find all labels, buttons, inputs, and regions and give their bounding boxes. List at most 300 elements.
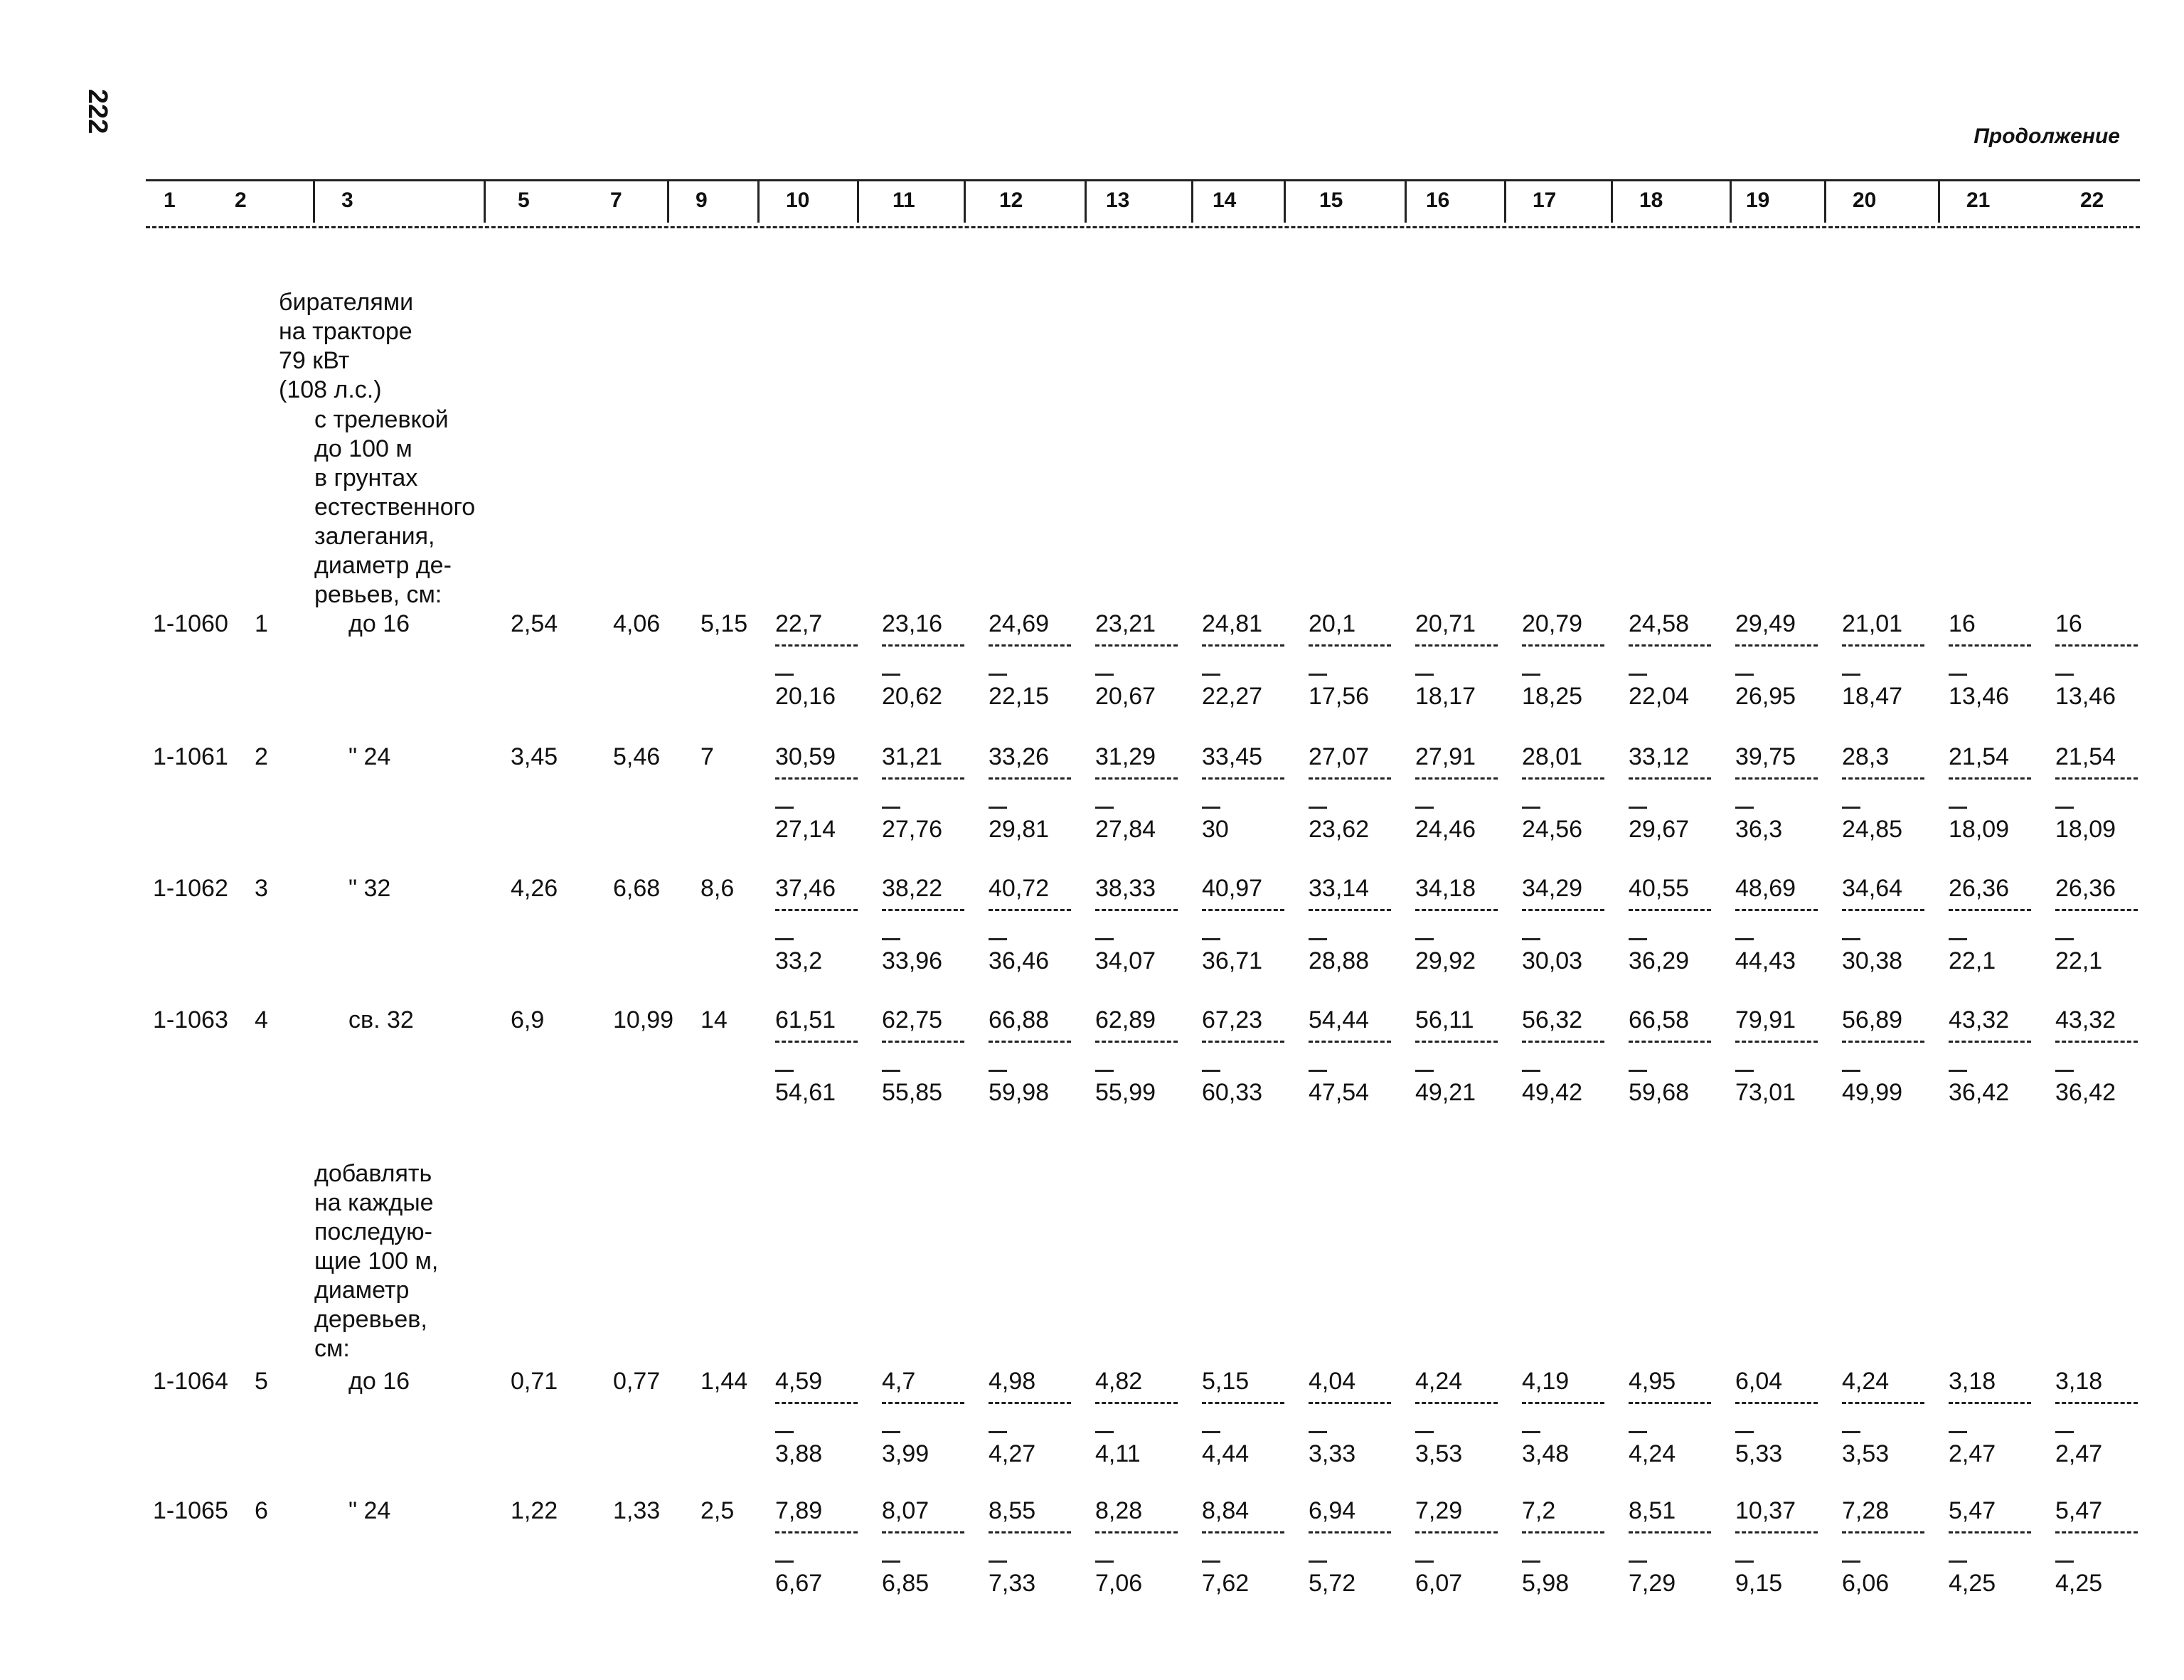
- fraction-numerator: 40,55: [1629, 875, 1690, 902]
- fraction-denominator: 18,17: [1415, 683, 1476, 710]
- fraction-denominator: 24,56: [1522, 816, 1583, 843]
- fraction-cell: [989, 875, 1082, 975]
- fraction-numerator: 4,24: [1415, 1368, 1463, 1395]
- fraction-dash: [1949, 674, 1967, 676]
- fraction-denominator: 4,11: [1095, 1440, 1141, 1467]
- fraction-bar: [775, 777, 858, 780]
- fraction-numerator: 8,84: [1202, 1497, 1250, 1524]
- fraction-numerator: 23,21: [1095, 610, 1156, 637]
- fraction-cell: [1842, 875, 1936, 975]
- fraction-numerator: 21,54: [2055, 743, 2116, 770]
- col7-value: 6,68: [613, 875, 661, 902]
- fraction-bar: [1629, 1041, 1711, 1043]
- fraction-bar: [1202, 777, 1284, 780]
- fraction-numerator: 38,33: [1095, 875, 1156, 902]
- fraction-denominator: 33,2: [775, 947, 823, 974]
- fraction-dash: [1949, 1431, 1967, 1433]
- fraction-cell: [1949, 610, 2042, 711]
- fraction-cell: [989, 1497, 1082, 1597]
- fraction-numerator: 61,51: [775, 1006, 836, 1033]
- fraction-denominator: 4,24: [1629, 1440, 1676, 1467]
- fraction-cell: [1629, 1497, 1722, 1597]
- fraction-bar: [1415, 777, 1498, 780]
- fraction-bar: [2055, 777, 2138, 780]
- fraction-numerator: 10,37: [1735, 1497, 1796, 1524]
- fraction-numerator: 34,29: [1522, 875, 1583, 902]
- fraction-cell: [1309, 1006, 1402, 1107]
- header-col-17: 17: [1533, 188, 1557, 212]
- col9-value: 8,6: [701, 875, 735, 902]
- fraction-numerator: 28,01: [1522, 743, 1583, 770]
- header-col-12: 12: [999, 188, 1023, 212]
- fraction-dash: [1735, 1070, 1754, 1072]
- fraction-bar: [1522, 1402, 1604, 1404]
- fraction-dash: [1095, 1431, 1114, 1433]
- row-code: 1-1060: [153, 610, 228, 637]
- fraction-dash: [1202, 938, 1220, 940]
- fraction-denominator: 54,61: [775, 1079, 836, 1106]
- fraction-numerator: 48,69: [1735, 875, 1796, 902]
- page-number: 222: [82, 89, 112, 134]
- fraction-numerator: 4,98: [989, 1368, 1036, 1395]
- fraction-denominator: 4,27: [989, 1440, 1036, 1467]
- fraction-bar: [775, 1531, 858, 1533]
- fraction-denominator: 9,15: [1735, 1570, 1783, 1597]
- header-divider: [1611, 181, 1613, 223]
- fraction-cell: [1522, 1368, 1616, 1468]
- fraction-dash: [2055, 674, 2074, 676]
- fraction-numerator: 27,07: [1309, 743, 1370, 770]
- fraction-numerator: 3,18: [1949, 1368, 1996, 1395]
- fraction-numerator: 39,75: [1735, 743, 1796, 770]
- fraction-dash: [1735, 1431, 1754, 1433]
- col9-value: 1,44: [701, 1368, 748, 1395]
- fraction-bar: [989, 644, 1071, 647]
- fraction-cell: [1842, 743, 1936, 844]
- fraction-numerator: 8,07: [882, 1497, 929, 1524]
- fraction-numerator: 24,81: [1202, 610, 1263, 637]
- fraction-cell: [1095, 1368, 1189, 1468]
- fraction-cell: [1735, 610, 1829, 711]
- fraction-dash: [1842, 807, 1860, 809]
- fraction-cell: [1522, 743, 1616, 844]
- fraction-denominator: 22,1: [1949, 947, 1996, 974]
- row-number: 2: [255, 743, 268, 770]
- fraction-dash: [1629, 938, 1647, 940]
- fraction-dash: [1095, 1070, 1114, 1072]
- header-col-10: 10: [786, 188, 810, 212]
- fraction-denominator: 7,06: [1095, 1570, 1143, 1597]
- row-description: до 16: [348, 1368, 410, 1395]
- fraction-bar: [1949, 1402, 2031, 1404]
- fraction-bar: [1842, 777, 1924, 780]
- fraction-numerator: 4,24: [1842, 1368, 1890, 1395]
- fraction-dash: [775, 1561, 794, 1563]
- fraction-denominator: 36,29: [1629, 947, 1690, 974]
- fraction-bar: [1735, 644, 1818, 647]
- header-col-11: 11: [893, 188, 915, 212]
- fraction-denominator: 3,53: [1842, 1440, 1890, 1467]
- fraction-denominator: 18,47: [1842, 683, 1903, 710]
- fraction-dash: [1735, 807, 1754, 809]
- fraction-cell: [2055, 1006, 2149, 1107]
- fraction-cell: [1309, 1497, 1402, 1597]
- fraction-dash: [989, 1561, 1007, 1563]
- fraction-denominator: 3,33: [1309, 1440, 1356, 1467]
- fraction-numerator: 4,82: [1095, 1368, 1143, 1395]
- fraction-denominator: 18,25: [1522, 683, 1583, 710]
- fraction-denominator: 27,84: [1095, 816, 1156, 843]
- fraction-numerator: 54,44: [1309, 1006, 1370, 1033]
- fraction-denominator: 27,14: [775, 816, 836, 843]
- fraction-dash: [1949, 1070, 1967, 1072]
- fraction-bar: [1202, 1531, 1284, 1533]
- fraction-numerator: 5,47: [2055, 1497, 2103, 1524]
- col5-value: 0,71: [511, 1368, 558, 1395]
- fraction-numerator: 4,19: [1522, 1368, 1570, 1395]
- fraction-numerator: 24,58: [1629, 610, 1690, 637]
- fraction-cell: [1735, 875, 1829, 975]
- fraction-dash: [1415, 674, 1434, 676]
- fraction-denominator: 44,43: [1735, 947, 1796, 974]
- row-number: 5: [255, 1368, 268, 1395]
- col7-value: 4,06: [613, 610, 661, 637]
- fraction-cell: [1842, 1006, 1936, 1107]
- fraction-cell: [1095, 1497, 1189, 1597]
- fraction-bar: [1735, 909, 1818, 911]
- row-code: 1-1064: [153, 1368, 228, 1395]
- fraction-cell: [1415, 610, 1509, 711]
- header-col-7: 7: [610, 188, 622, 212]
- fraction-numerator: 4,7: [882, 1368, 916, 1395]
- fraction-bar: [882, 909, 964, 911]
- fraction-bar: [882, 644, 964, 647]
- fraction-numerator: 34,64: [1842, 875, 1903, 902]
- fraction-bar: [1415, 644, 1498, 647]
- fraction-bar: [1415, 1531, 1498, 1533]
- fraction-numerator: 7,89: [775, 1497, 823, 1524]
- fraction-denominator: 18,09: [2055, 816, 2116, 843]
- fraction-denominator: 73,01: [1735, 1079, 1796, 1106]
- header-divider: [1405, 181, 1407, 223]
- fraction-bar: [882, 1402, 964, 1404]
- header-col-14: 14: [1213, 188, 1237, 212]
- fraction-cell: [1949, 1497, 2042, 1597]
- fraction-dash: [1095, 1561, 1114, 1563]
- fraction-bar: [882, 1531, 964, 1533]
- fraction-denominator: 24,46: [1415, 816, 1476, 843]
- fraction-numerator: 29,49: [1735, 610, 1796, 637]
- fraction-cell: [775, 1006, 869, 1107]
- fraction-numerator: 62,89: [1095, 1006, 1156, 1033]
- fraction-dash: [1309, 1431, 1327, 1433]
- fraction-denominator: 36,42: [1949, 1079, 2010, 1106]
- fraction-bar: [1629, 1531, 1711, 1533]
- fraction-numerator: 4,95: [1629, 1368, 1676, 1395]
- fraction-denominator: 17,56: [1309, 683, 1370, 710]
- fraction-cell: [2055, 610, 2149, 711]
- fraction-numerator: 33,45: [1202, 743, 1263, 770]
- fraction-numerator: 33,14: [1309, 875, 1370, 902]
- fraction-bar: [1095, 1041, 1178, 1043]
- fraction-dash: [2055, 938, 2074, 940]
- fraction-denominator: 59,98: [989, 1079, 1050, 1106]
- fraction-bar: [1202, 644, 1284, 647]
- fraction-denominator: 13,46: [1949, 683, 2010, 710]
- fraction-bar: [1842, 1041, 1924, 1043]
- fraction-dash: [1842, 674, 1860, 676]
- col5-value: 1,22: [511, 1497, 558, 1524]
- header-divider: [313, 181, 315, 223]
- row-number: 3: [255, 875, 268, 902]
- header-col-2: 2: [235, 188, 247, 212]
- fraction-numerator: 28,3: [1842, 743, 1890, 770]
- fraction-cell: [989, 610, 1082, 711]
- header-col-13: 13: [1106, 188, 1130, 212]
- fraction-denominator: 2,47: [1949, 1440, 1996, 1467]
- fraction-cell: [1949, 1368, 2042, 1468]
- row-description: св. 32: [348, 1006, 414, 1033]
- fraction-numerator: 20,71: [1415, 610, 1476, 637]
- row-code: 1-1063: [153, 1006, 228, 1033]
- fraction-bar: [1949, 777, 2031, 780]
- fraction-dash: [1949, 1561, 1967, 1563]
- fraction-cell: [882, 743, 976, 844]
- header-col-15: 15: [1319, 188, 1343, 212]
- fraction-bar: [1842, 1531, 1924, 1533]
- fraction-cell: [1522, 1006, 1616, 1107]
- fraction-denominator: 30: [1202, 816, 1229, 843]
- fraction-cell: [1522, 875, 1616, 975]
- fraction-dash: [1415, 938, 1434, 940]
- fraction-bar: [1415, 909, 1498, 911]
- col9-value: 2,5: [701, 1497, 735, 1524]
- col7-value: 10,99: [613, 1006, 674, 1033]
- fraction-bar: [882, 777, 964, 780]
- fraction-denominator: 22,27: [1202, 683, 1263, 710]
- fraction-denominator: 6,67: [775, 1570, 823, 1597]
- fraction-cell: [1735, 1006, 1829, 1107]
- fraction-cell: [989, 1368, 1082, 1468]
- fraction-dash: [882, 1431, 900, 1433]
- fraction-denominator: 4,25: [1949, 1570, 1996, 1597]
- fraction-numerator: 38,22: [882, 875, 943, 902]
- col7-value: 0,77: [613, 1368, 661, 1395]
- row-description: до 16: [348, 610, 410, 637]
- fraction-cell: [1735, 1497, 1829, 1597]
- fraction-dash: [1202, 1561, 1220, 1563]
- fraction-bar: [1309, 909, 1391, 911]
- fraction-denominator: 22,04: [1629, 683, 1690, 710]
- fraction-dash: [1095, 674, 1114, 676]
- section2-heading: добавлять на каждые последую- щие 100 м, диаметр деревьев, см:: [314, 1160, 439, 1362]
- fraction-bar: [1522, 777, 1604, 780]
- fraction-denominator: 34,07: [1095, 947, 1156, 974]
- fraction-dash: [1629, 1070, 1647, 1072]
- fraction-denominator: 20,62: [882, 683, 943, 710]
- fraction-dash: [1842, 1431, 1860, 1433]
- fraction-denominator: 6,07: [1415, 1570, 1463, 1597]
- fraction-cell: [1309, 875, 1402, 975]
- col9-value: 7: [701, 743, 714, 770]
- fraction-numerator: 31,29: [1095, 743, 1156, 770]
- fraction-dash: [1202, 674, 1220, 676]
- row-number: 1: [255, 610, 268, 637]
- fraction-dash: [1735, 1561, 1754, 1563]
- fraction-bar: [1522, 1531, 1604, 1533]
- fraction-bar: [1629, 777, 1711, 780]
- fraction-cell: [2055, 1368, 2149, 1468]
- fraction-denominator: 55,85: [882, 1079, 943, 1106]
- fraction-denominator: 5,98: [1522, 1570, 1570, 1597]
- row-description: " 24: [348, 1497, 391, 1524]
- section1-heading: бирателями на тракторе 79 кВт (108 л.с.): [279, 289, 414, 403]
- fraction-dash: [1522, 807, 1540, 809]
- fraction-dash: [1415, 1431, 1434, 1433]
- fraction-numerator: 6,04: [1735, 1368, 1783, 1395]
- fraction-numerator: 16: [2055, 610, 2082, 637]
- fraction-dash: [2055, 1070, 2074, 1072]
- fraction-bar: [1095, 1531, 1178, 1533]
- fraction-numerator: 56,11: [1415, 1006, 1474, 1033]
- fraction-cell: [1629, 610, 1722, 711]
- header-divider: [1824, 181, 1826, 223]
- fraction-dash: [1309, 1561, 1327, 1563]
- fraction-numerator: 66,58: [1629, 1006, 1690, 1033]
- fraction-dash: [1309, 1070, 1327, 1072]
- header-divider: [484, 181, 486, 223]
- fraction-numerator: 3,18: [2055, 1368, 2103, 1395]
- fraction-numerator: 8,55: [989, 1497, 1036, 1524]
- fraction-numerator: 26,36: [1949, 875, 2010, 902]
- fraction-denominator: 3,48: [1522, 1440, 1570, 1467]
- fraction-bar: [1842, 644, 1924, 647]
- fraction-cell: [2055, 743, 2149, 844]
- header-col-21: 21: [1966, 188, 1991, 212]
- header-col-1: 1: [164, 188, 176, 212]
- fraction-cell: [1842, 1497, 1936, 1597]
- fraction-bar: [775, 1041, 858, 1043]
- fraction-bar: [1629, 1402, 1711, 1404]
- fraction-cell: [775, 610, 869, 711]
- fraction-dash: [1949, 938, 1967, 940]
- row-number: 6: [255, 1497, 268, 1524]
- fraction-denominator: 29,81: [989, 816, 1050, 843]
- fraction-dash: [1522, 674, 1540, 676]
- fraction-numerator: 34,18: [1415, 875, 1476, 902]
- fraction-bar: [2055, 909, 2138, 911]
- fraction-denominator: 4,44: [1202, 1440, 1250, 1467]
- fraction-dash: [989, 1070, 1007, 1072]
- fraction-bar: [1202, 909, 1284, 911]
- header-col-22: 22: [2080, 188, 2104, 212]
- fraction-cell: [775, 1368, 869, 1468]
- fraction-denominator: 36,42: [2055, 1079, 2116, 1106]
- fraction-dash: [882, 1070, 900, 1072]
- fraction-bar: [2055, 1531, 2138, 1533]
- fraction-numerator: 8,51: [1629, 1497, 1676, 1524]
- fraction-denominator: 3,99: [882, 1440, 929, 1467]
- fraction-dash: [775, 674, 794, 676]
- fraction-dash: [1842, 938, 1860, 940]
- header-col-19: 19: [1746, 188, 1770, 212]
- fraction-numerator: 23,16: [882, 610, 943, 637]
- fraction-numerator: 33,26: [989, 743, 1050, 770]
- fraction-cell: [1309, 743, 1402, 844]
- header-divider: [1284, 181, 1286, 223]
- fraction-cell: [1202, 743, 1296, 844]
- fraction-dash: [1735, 938, 1754, 940]
- col9-value: 14: [701, 1006, 728, 1033]
- fraction-dash: [1842, 1070, 1860, 1072]
- fraction-denominator: 27,76: [882, 816, 943, 843]
- fraction-bar: [2055, 644, 2138, 647]
- col7-value: 5,46: [613, 743, 661, 770]
- fraction-numerator: 21,54: [1949, 743, 2010, 770]
- fraction-numerator: 4,04: [1309, 1368, 1356, 1395]
- col5-value: 6,9: [511, 1006, 545, 1033]
- fraction-numerator: 27,91: [1415, 743, 1476, 770]
- fraction-cell: [882, 1006, 976, 1107]
- fraction-dash: [775, 1070, 794, 1072]
- fraction-bar: [1735, 1531, 1818, 1533]
- fraction-denominator: 49,21: [1415, 1079, 1476, 1106]
- fraction-numerator: 21,01: [1842, 610, 1903, 637]
- fraction-bar: [1949, 1531, 2031, 1533]
- fraction-bar: [1309, 1531, 1391, 1533]
- fraction-denominator: 7,62: [1202, 1570, 1250, 1597]
- fraction-numerator: 37,46: [775, 875, 836, 902]
- fraction-bar: [989, 1402, 1071, 1404]
- fraction-cell: [882, 610, 976, 711]
- fraction-numerator: 6,94: [1309, 1497, 1356, 1524]
- fraction-bar: [2055, 1041, 2138, 1043]
- fraction-denominator: 5,72: [1309, 1570, 1356, 1597]
- fraction-numerator: 40,97: [1202, 875, 1263, 902]
- fraction-denominator: 49,42: [1522, 1079, 1583, 1106]
- header-divider: [1730, 181, 1732, 223]
- fraction-dash: [1949, 807, 1967, 809]
- fraction-denominator: 36,46: [989, 947, 1050, 974]
- fraction-bar: [1415, 1041, 1498, 1043]
- fraction-dash: [1202, 1070, 1220, 1072]
- fraction-dash: [775, 1431, 794, 1433]
- fraction-denominator: 6,85: [882, 1570, 929, 1597]
- fraction-cell: [1842, 610, 1936, 711]
- fraction-cell: [1735, 743, 1829, 844]
- header-divider: [757, 181, 760, 223]
- fraction-bar: [1842, 1402, 1924, 1404]
- row-code: 1-1061: [153, 743, 228, 770]
- header-col-20: 20: [1853, 188, 1877, 212]
- fraction-denominator: 3,88: [775, 1440, 823, 1467]
- fraction-cell: [2055, 875, 2149, 975]
- fraction-cell: [989, 1006, 1082, 1107]
- fraction-denominator: 23,62: [1309, 816, 1370, 843]
- fraction-cell: [882, 1497, 976, 1597]
- header-col-5: 5: [518, 188, 530, 212]
- fraction-denominator: 18,09: [1949, 816, 2010, 843]
- fraction-bar: [1735, 777, 1818, 780]
- fraction-dash: [1415, 807, 1434, 809]
- fraction-dash: [1629, 1561, 1647, 1563]
- fraction-bar: [1309, 1041, 1391, 1043]
- fraction-bar: [1309, 644, 1391, 647]
- fraction-cell: [1842, 1368, 1936, 1468]
- fraction-denominator: 26,95: [1735, 683, 1796, 710]
- fraction-denominator: 29,92: [1415, 947, 1476, 974]
- header-divider: [964, 181, 966, 223]
